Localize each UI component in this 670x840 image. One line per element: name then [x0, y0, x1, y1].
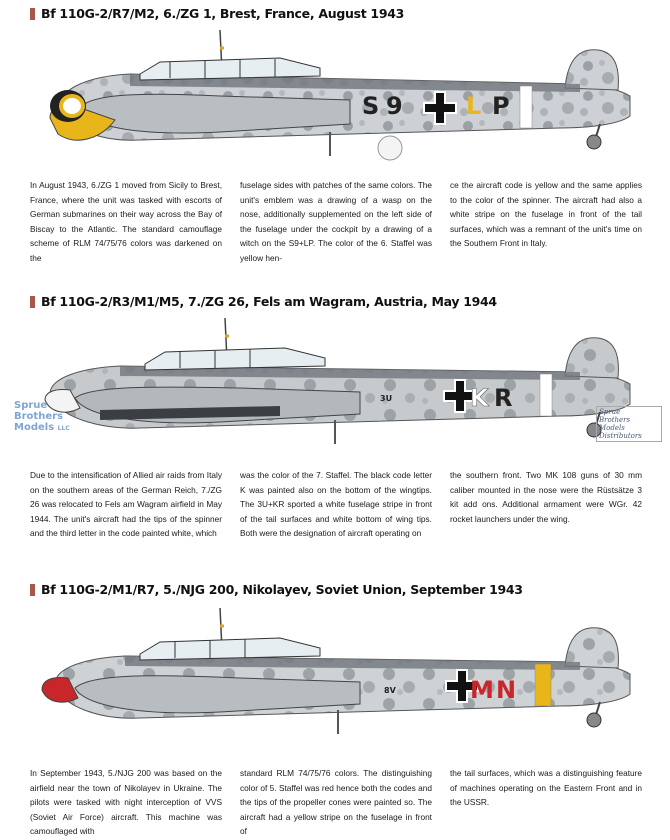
- section-3-heading: [30, 582, 523, 597]
- watermark-line: Distributors: [599, 432, 642, 440]
- text-column: was the color of the 7. Staffel. The black code letter K was painted also on the bottom of the wingtips. The 3U+KR sported a white fuselage stripe in front of the tail surfaces and white bottom of wing tips. Both were the designation of aircraft operating on: [240, 470, 432, 539]
- code-letter: L: [466, 92, 482, 120]
- heading-marker: [30, 584, 35, 596]
- section-3-title: Bf 110G-2/M1/R7, 5./NJG 200, Nikolayev, Soviet Union, September 1943: [41, 582, 523, 597]
- text-column: In August 1943, 6./ZG 1 moved from Sicily to Brest, France, where the unit was tasked with escorts of German submarines on their way across the Bay of Biscay to the Atlantic. The standard camouflage scheme of RLM 74/75/76 colors was darkened on the: [30, 180, 222, 263]
- text-column: fuselage sides with patches of the same colors. The unit's emblem was a drawing of a wasp on the nose, additionally supplemented on the left side of the fuselage under the cockpit by a drawing of a witch on the S9+LP. The color of the 6. Staffel was yellow hen-: [240, 180, 432, 263]
- profile-section-2: [0, 288, 670, 568]
- aircraft-profile-2: [20, 316, 650, 456]
- text-column: standard RLM 74/75/76 colors. The distinguishing color of 5. Staffel was red hence both the codes and the tips of the propeller cones were painted so. The aircraft had a yellow stripe on the fuselage in front of: [240, 768, 432, 837]
- code-letter: N: [496, 676, 517, 704]
- aircraft-profile-1: [20, 28, 650, 168]
- watermark-line: Sprue: [14, 400, 48, 411]
- watermark-right: [596, 406, 662, 442]
- watermark-line: Brothers: [14, 411, 63, 422]
- watermark-line: LLC: [57, 425, 70, 432]
- section-1-heading: [30, 6, 404, 21]
- profile-section-1: [0, 0, 670, 270]
- watermark-left: [14, 400, 70, 434]
- section-3-text: [30, 766, 642, 839]
- text-column: ce the aircraft code is yellow and the same applies to the color of the spinner. The aircraft had also a white stripe on the fuselage in front of the tail surfaces, which was a remnant of the unit's time on the Southern Front in Italy.: [450, 180, 642, 249]
- watermark-line: Sprue: [599, 408, 621, 416]
- aircraft-profile-3: [20, 606, 650, 746]
- section-1-text: [30, 178, 642, 266]
- code-letter: 8V: [384, 686, 396, 695]
- section-2-text: [30, 468, 642, 541]
- code-letter: S: [362, 92, 380, 120]
- profile-section-3: [0, 576, 670, 840]
- watermark-line: Brothers: [599, 416, 631, 424]
- watermark-line: Models: [14, 422, 55, 433]
- watermark-line: Models: [599, 424, 625, 432]
- code-letter: 9: [386, 92, 403, 120]
- code-letter: R: [494, 384, 513, 412]
- code-letter: P: [492, 92, 510, 120]
- text-column: the tail surfaces, which was a distinguishing feature of machines operating on the Eastern Front and in the USSR.: [450, 768, 642, 808]
- text-column: Due to the intensification of Allied air raids from Italy on the southern areas of the German Reich, 7./ZG 26 was relocated to Fels am Wagram airfield in May 1944. The unit's aircraft had the tips of the spinner and the third letter in the code painted white, which: [30, 470, 222, 539]
- section-2-heading: [30, 294, 497, 309]
- code-letter: 3U: [380, 394, 393, 403]
- heading-marker: [30, 296, 35, 308]
- text-column: the southern front. Two MK 108 guns of 30 mm caliber mounted in the nose were the Rüstsätze 3 kit add ons. Additional armament were WGr. 42 rocket launchers under the wing.: [450, 470, 642, 524]
- watermark-line: [14, 422, 70, 434]
- text-column: In September 1943, 5./NJG 200 was based on the airfield near the town of Nikolayev in Ukraine. The pilots were tasked with night interception of VVS (Soviet Air Force) aircraft. This machine was camouflaged with: [30, 768, 222, 837]
- section-2-title: Bf 110G-2/R3/M1/M5, 7./ZG 26, Fels am Wagram, Austria, May 1944: [41, 294, 497, 309]
- code-letter: M: [470, 676, 494, 704]
- section-1-title: Bf 110G-2/R7/M2, 6./ZG 1, Brest, France, August 1943: [41, 6, 405, 21]
- heading-marker: [30, 8, 35, 20]
- code-letter: K: [470, 384, 489, 412]
